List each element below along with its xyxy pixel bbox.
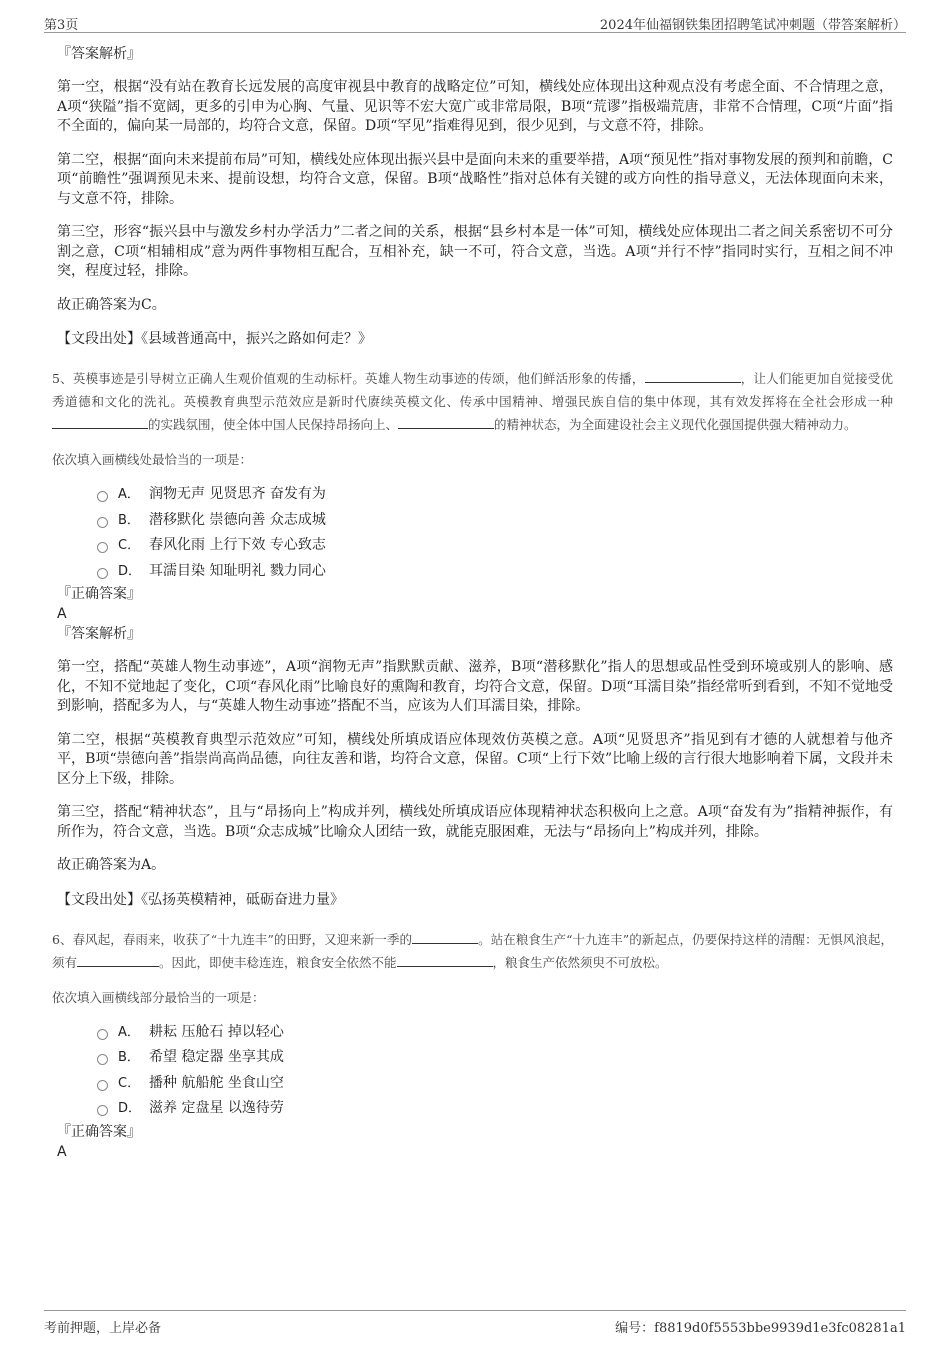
- option-b[interactable]: B． 希望 稳定器 坐享其成: [97, 1045, 893, 1071]
- option-c[interactable]: C． 播种 航船舵 坐食山空: [97, 1071, 893, 1097]
- radio-icon[interactable]: [97, 568, 108, 579]
- document-title: 2024年仙福钢铁集团招聘笔试冲刺题（带答案解析）: [599, 18, 906, 33]
- option-d[interactable]: D． 耳濡目染 知耻明礼 戮力同心: [97, 559, 893, 585]
- document-id: 编号：f8819d0f5553bbe9939d1e3fc08281a1: [615, 1321, 906, 1336]
- radio-icon[interactable]: [97, 1080, 108, 1091]
- analysis-paragraph: 第三空，搭配“精神状态”，且与“昂扬向上”构成并列，横线处所填成语应体现精神状态积极向上之意。A项“奋发有为”指精神振作，有所作为，符合文意，当选。B项“众志成城”比喻众人团结一致，就能克服困难，无法与“昂扬向上”构成并列，排除。: [57, 804, 893, 840]
- analysis-label: 『答案解析』: [57, 626, 141, 642]
- option-d[interactable]: D． 滋养 定盘星 以逸待劳: [97, 1096, 893, 1122]
- analysis-paragraph: 第一空，搭配“英雄人物生动事迹”，A项“润物无声”指默默贡献、滋养，B项“潜移默化”指人的思想或品性受到环境或别人的影响、感化，不知不觉地起了变化，C项“春风化雨”比喻良好的熏陶和教育，均符合文意，保留。D项“耳濡目染”指经常听到看到，不知不觉地受到影响，搭配多为人，与“英雄人物生动事迹”搭配不当，应该为人们耳濡目染，排除。: [57, 659, 893, 714]
- page-header: [44, 12, 906, 33]
- options-list: [97, 482, 893, 584]
- final-answer-line: 故正确答案为C。: [57, 296, 166, 313]
- source-citation: 【文段出处】《县域普通高中，振兴之路如何走？》: [57, 331, 372, 347]
- correct-answer: A: [57, 1143, 67, 1160]
- radio-icon[interactable]: [97, 1105, 108, 1116]
- option-a[interactable]: A． 耕耘 压舱石 掉以轻心: [97, 1020, 893, 1046]
- page-content: [52, 44, 893, 1162]
- question-prompt: 依次填入画横线部分最恰当的一项是：: [52, 989, 265, 1005]
- option-a[interactable]: A． 润物无声 见贤思齐 奋发有为: [97, 482, 893, 508]
- correct-answer: A: [57, 606, 67, 622]
- question-5-stem: 5、英模事迹是引导树立正确人生观价值观的生动标杆。英雄人物生动事迹的传颂，他们鲜活形象的传播， ，让人们能更加自觉接受优秀道德和文化的洗礼。英模教育典型示范效应是新时代赓续英模文化、传承中国精神、增强民族自信的集中体现，其有效发挥将在全社会形成一种的实践氛围，使全体中国人民保持昂扬向上、 的精神状态，为全面建设社会主义现代化强国提供强大精神动力。: [52, 367, 893, 436]
- option-b[interactable]: B． 潜移默化 崇德向善 众志成城: [97, 508, 893, 534]
- analysis-label: 『答案解析』: [57, 46, 141, 62]
- fill-blank: [52, 414, 148, 429]
- page-number: 第3页: [44, 18, 79, 33]
- footer-slogan: 考前押题，上岸必备: [44, 1321, 162, 1336]
- radio-icon[interactable]: [97, 1054, 108, 1065]
- fill-blank: [398, 414, 494, 429]
- radio-icon[interactable]: [97, 517, 108, 528]
- radio-icon[interactable]: [97, 1029, 108, 1040]
- question-prompt: 依次填入画横线处最恰当的一项是：: [52, 452, 253, 467]
- correct-answer-label: 『正确答案』: [57, 586, 141, 602]
- analysis-paragraph: 第一空，根据“没有站在教育长远发展的高度审视县中教育的战略定位”可知，横线处应体现出这种观点没有考虑全面、不合情理之意，A项“狭隘”指不宽阔，更多的引申为心胸、气量、见识等不宏大宽广或非常局限，B项“荒谬”指极端荒唐，非常不合情理，C项“片面”指不全面的，偏向某一局部的，均符合文意，保留。D项“罕见”指难得见到，很少见到，与文意不符，排除。: [57, 79, 893, 134]
- radio-icon[interactable]: [97, 542, 108, 553]
- source-citation: 【文段出处】《弘扬英模精神，砥砺奋进力量》: [57, 891, 344, 908]
- radio-icon[interactable]: [97, 491, 108, 502]
- fill-blank: [397, 952, 493, 967]
- fill-blank: [412, 929, 478, 944]
- final-answer-line: 故正确答案为A。: [57, 857, 166, 873]
- analysis-paragraph: 第二空，根据“英模教育典型示范效应”可知，横线处所填成语应体现效仿英模之意。A项“见贤思齐”指见到有才德的人就想着与他齐平，B项“崇德向善”指崇尚高尚品德，向往友善和谐，均符合文意，保留。C项“上行下效”比喻上级的言行很大地影响着下属，文段并未区分上下级，排除。: [57, 731, 893, 787]
- question-6-stem: 6、春风起，春雨来，收获了“十九连丰”的田野，又迎来新一季的 。站在粮食生产“十九连丰”的新起点，仍要保持这样的清醒：无惧风浪起，须有 。因此，即使丰稔连连，粮食安全依然不能 ，粮食生产依然须臾不可放松。: [52, 928, 893, 974]
- analysis-paragraph: 第三空，形容“振兴县中与激发乡村办学活力”二者之间的关系，根据“县乡村本是一体”可知，横线处应体现出二者之间关系密切不可分割之意，C项“相辅相成”意为两件事物相互配合，互相补充，缺一不可，符合文意，当选。A项“并行不悖”指同时实行，互相之间不冲突，程度过轻，排除。: [57, 224, 893, 279]
- correct-answer-label: 『正确答案』: [57, 1123, 141, 1140]
- option-c[interactable]: C． 春风化雨 上行下效 专心致志: [97, 533, 893, 559]
- page-footer: [44, 1310, 906, 1337]
- options-list: [97, 1020, 893, 1122]
- fill-blank: [645, 368, 741, 383]
- fill-blank: [77, 952, 159, 967]
- analysis-paragraph: 第二空，根据“面向未来提前布局”可知，横线处应体现出振兴县中是面向未来的重要举措，A项“预见性”指对事物发展的预判和前瞻，C项“前瞻性”强调预见未来、提前设想，均符合文意，保留。B项“战略性”指对总体有关键的或方向性的指导意义，无法体现面向未来，与文意不符，排除。: [57, 151, 893, 207]
